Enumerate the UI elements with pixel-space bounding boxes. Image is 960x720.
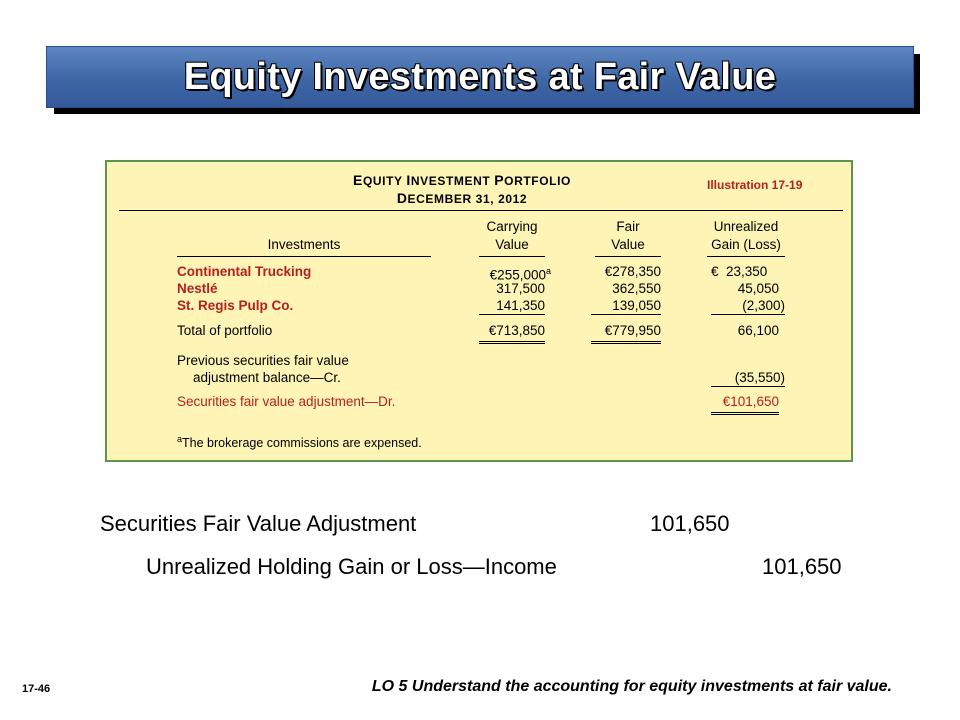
header-rule-fair [595, 256, 661, 257]
row-name: St. Regis Pulp Co. [177, 298, 294, 313]
portfolio-title-line1: EQUITY INVESTMENT PORTFOLIO [353, 172, 571, 188]
title-rule [119, 210, 843, 211]
previous-label-line2: adjustment balance—Cr. [193, 370, 341, 385]
row-gain: (2,300) [711, 297, 785, 315]
header-unrealized: Unrealized Gain (Loss) [711, 219, 781, 252]
learning-objective: LO 5 Understand the accounting for equity investments at fair value. [371, 678, 892, 695]
adjustment-label: Securities fair value adjustment—Dr. [177, 394, 396, 409]
previous-label-line1: Previous securities fair value [177, 353, 349, 368]
header-fair-value: Fair Value [611, 219, 645, 252]
header-rule-investments [177, 256, 431, 257]
title-banner [46, 46, 914, 108]
row-carrying: 141,350 [479, 297, 545, 315]
header-rule-carrying [479, 256, 545, 257]
header-rule-unrealized [707, 256, 785, 257]
journal-credit-account: Unrealized Holding Gain or Loss—Income [146, 554, 557, 579]
row-gain: € 23,350 [711, 264, 768, 279]
slide-title: Equity Investments at Fair Value [183, 55, 777, 98]
journal-debit-account: Securities Fair Value Adjustment [100, 511, 417, 536]
row-fair: 139,050 [591, 297, 661, 315]
portfolio-panel [105, 160, 853, 462]
illustration-label: Illustration 17-19 [707, 178, 803, 192]
row-name: Continental Trucking [177, 264, 312, 279]
row-carrying: 317,500 [496, 281, 545, 296]
total-carrying: €713,850 [479, 322, 545, 344]
header-carrying-value: Carrying Value [486, 219, 538, 252]
journal-credit-amount: 101,650 [762, 554, 842, 579]
journal-debit-amount: 101,650 [650, 511, 730, 536]
total-gain: 66,100 [737, 323, 779, 338]
footnote: $^a$The brokerage commissions are expensed. [177, 434, 422, 451]
row-carrying: €255,000$^a$ [489, 266, 551, 283]
adjustment-gain: €101,650 [711, 393, 779, 415]
row-gain: 45,050 [737, 281, 779, 296]
row-name: Nestlé [177, 281, 218, 296]
row-fair: 362,550 [612, 281, 661, 296]
page-number: 17-46 [22, 683, 51, 695]
row-fair: €278,350 [604, 264, 661, 279]
previous-gain: (35,550) [711, 369, 785, 387]
total-label: Total of portfolio [177, 323, 273, 338]
portfolio-title-line2: DECEMBER 31, 2012 [396, 190, 528, 206]
header-investments: Investments [267, 237, 341, 252]
total-fair: €779,950 [591, 322, 661, 344]
